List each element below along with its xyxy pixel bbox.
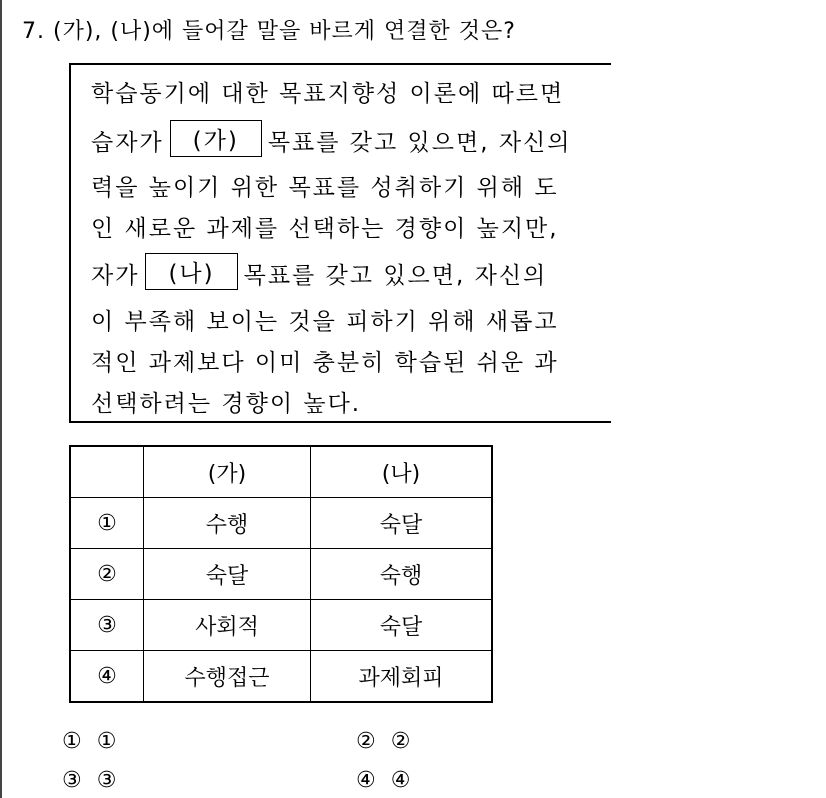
- table-cell: 수행: [144, 498, 311, 549]
- passage-line-2-pre: 습자가: [91, 130, 164, 156]
- passage-box: [69, 63, 611, 423]
- table-row: [70, 600, 492, 651]
- table-cell: 과제회피: [311, 651, 493, 703]
- table-cell: 숙행: [311, 549, 493, 600]
- question-text: 7. (가), (나)에 들어갈 말을 바르게 연결한 것은?: [22, 19, 516, 44]
- answer-choice-3[interactable]: ③ ③: [62, 768, 121, 793]
- passage-line-4: 인 새로운 과제를 선택하는 경향이 높지만,: [91, 216, 559, 242]
- table-row: [70, 651, 492, 703]
- passage-line-2: [91, 122, 571, 159]
- blank-na: (나): [145, 253, 237, 290]
- answer-choice-4[interactable]: ④ ④: [356, 768, 415, 793]
- passage-line-5: [91, 255, 547, 292]
- answer-choice-1[interactable]: ① ①: [62, 729, 121, 754]
- table-header-cell: (나): [311, 446, 493, 498]
- table-row: [70, 549, 492, 600]
- table-header-cell: [70, 446, 144, 498]
- table-row: [70, 498, 492, 549]
- table-cell: 사회적: [144, 600, 311, 651]
- passage-line-1: 학습동기에 대한 목표지향성 이론에 따르면: [91, 81, 565, 107]
- table-cell: 숙달: [311, 600, 493, 651]
- table-cell: ①: [70, 498, 144, 549]
- table-cell: 숙달: [311, 498, 493, 549]
- table-cell: ③: [70, 600, 144, 651]
- table-cell: ②: [70, 549, 144, 600]
- passage-line-2-post: 목표를 갖고 있으면, 자신의: [267, 130, 572, 156]
- table-cell: 수행접근: [144, 651, 311, 703]
- passage-line-5-post: 목표를 갖고 있으면, 자신의: [243, 263, 548, 289]
- table-cell: 숙달: [144, 549, 311, 600]
- answer-choice-2[interactable]: ② ②: [356, 729, 415, 754]
- passage-line-3: 력을 높이기 위한 목표를 성취하기 위해 도: [91, 175, 559, 201]
- options-table: [69, 445, 493, 703]
- table-header-cell: (가): [144, 446, 311, 498]
- passage-line-6: 이 부족해 보이는 것을 피하기 위해 새롭고: [91, 309, 559, 335]
- passage-line-8: 선택하려는 경향이 높다.: [91, 391, 362, 417]
- table-cell: ④: [70, 651, 144, 703]
- table-header-row: [70, 446, 492, 498]
- blank-ga: (가): [170, 120, 262, 157]
- passage-line-5-pre: 자가: [91, 263, 140, 289]
- left-margin-rule: [0, 0, 2, 798]
- passage-line-7: 적인 과제보다 이미 충분히 학습된 쉬운 과: [91, 350, 559, 376]
